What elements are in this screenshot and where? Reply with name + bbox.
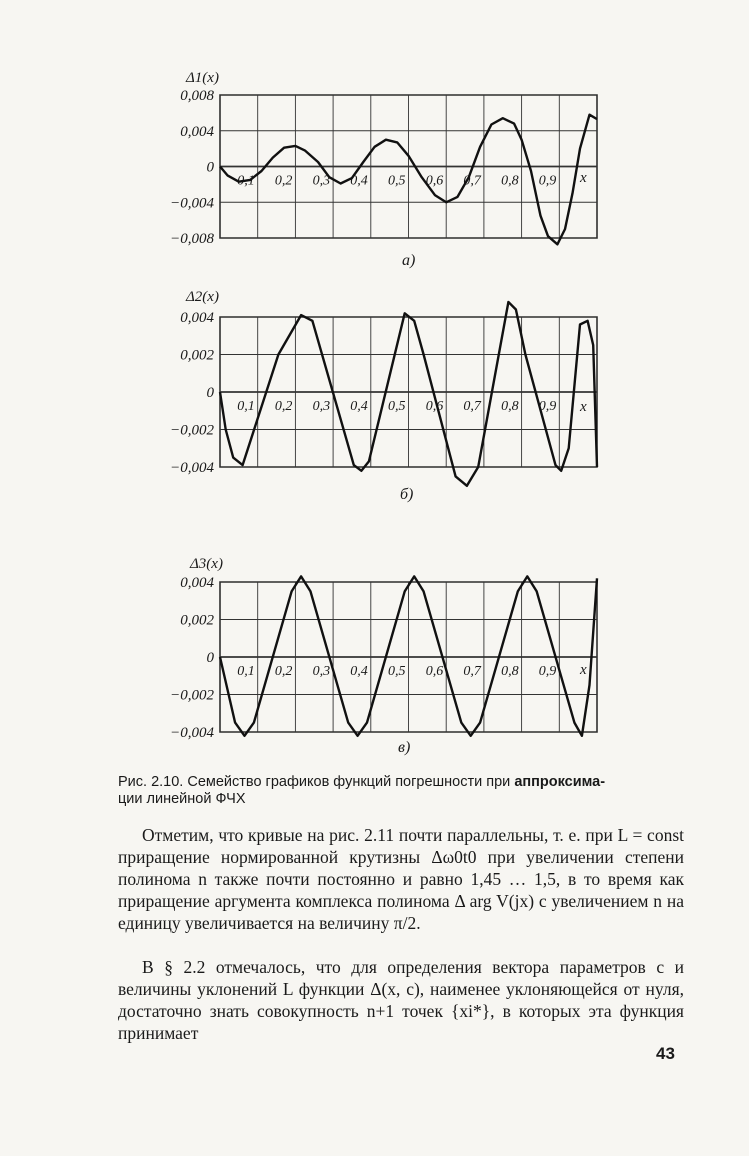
y-tick-label: 0,002 — [180, 612, 214, 629]
x-tick-label: 0,6 — [425, 664, 444, 679]
y-tick-label: 0 — [206, 385, 214, 401]
x-tick-label: 0,3 — [312, 664, 331, 679]
figure-caption — [118, 774, 678, 808]
x-tick-label: 0,5 — [388, 173, 406, 189]
chart-delta2-caption: б) — [400, 486, 414, 503]
y-tick-label: 0 — [206, 159, 214, 176]
y-tick-label: −0,004 — [170, 725, 214, 741]
x-tick-label: 0,7 — [463, 664, 481, 679]
x-tick-label: 0,8 — [501, 399, 519, 414]
x-tick-label: 0,7 — [463, 173, 481, 189]
chart-delta3 — [0, 550, 749, 760]
chart-delta3-caption: в) — [398, 739, 411, 756]
x-tick-label: 0,1 — [237, 173, 255, 189]
chart-delta2-ylabel: Δ2(x) — [186, 289, 219, 305]
paragraph-1: Отметим, что кривые на рис. 2.11 почти параллельны, т. е. при L = const приращение нормированной крутизны Δω0t0 при увеличении степени полинома n также почти постоянно и равно 1,45 … 1,5, в то время как приращение аргумента комплекса полинома Δ arg V(jx) с увеличением n на единицу увеличивается на величину π/2. — [118, 825, 684, 933]
x-tick-label: 0,3 — [312, 399, 331, 414]
paragraph-2: В § 2.2 отмечалось, что для определения вектора параметров c и величины уклонений L функции Δ(x, c), наименее уклоняющейся от нуля, достаточно знать совокупность n+1 точек {xi*}, в которых эта функция принимает — [118, 957, 684, 1043]
chart-delta2 — [0, 285, 749, 507]
y-tick-label: −0,002 — [170, 687, 214, 704]
y-tick-label: 0 — [206, 650, 214, 666]
x-tick-label: 0,4 — [350, 173, 368, 189]
x-tick-label: 0,6 — [425, 399, 444, 414]
y-tick-label: −0,002 — [170, 422, 214, 439]
chart-delta3-ylabel: Δ3(x) — [190, 556, 223, 572]
chart-delta1 — [0, 60, 749, 275]
x-tick-label: 0,2 — [274, 173, 293, 189]
x-tick-label: 0,1 — [237, 399, 255, 414]
y-tick-label: 0,004 — [180, 310, 214, 326]
chart-delta1-ylabel: Δ1(x) — [186, 70, 219, 86]
x-tick-label: 0,8 — [501, 664, 519, 679]
x-tick-label: 0,1 — [237, 664, 255, 679]
x-tick-label: 0,2 — [274, 399, 293, 414]
x-tick-label: 0,9 — [538, 664, 557, 679]
x-tick-label: 0,8 — [501, 173, 519, 189]
x-tick-label: 0,9 — [538, 399, 557, 414]
x-tick-label: 0,3 — [312, 173, 331, 189]
x-tick-label: 0,9 — [538, 173, 557, 189]
figure-caption-bold: аппроксима- — [514, 774, 606, 790]
y-tick-label: 0,004 — [180, 575, 214, 591]
y-tick-label: −0,008 — [170, 231, 214, 247]
x-tick-label: 0,2 — [274, 664, 293, 679]
figure-caption-prefix: Рис. 2.10. Семейство графиков функций погрешности при — [118, 774, 511, 790]
x-tick-label: 0,7 — [463, 399, 481, 414]
x-tick-label: 0,6 — [425, 173, 444, 189]
y-tick-label: 0,004 — [180, 123, 214, 140]
chart-delta2-xlabel: x — [580, 399, 587, 415]
figure-caption-line2: ции линейной ФЧХ — [118, 791, 246, 807]
y-tick-label: −0,004 — [170, 195, 214, 212]
chart-delta3-xlabel: x — [580, 662, 587, 678]
chart-delta1-xlabel: x — [580, 170, 587, 186]
x-tick-label: 0,5 — [388, 399, 406, 414]
x-tick-label: 0,4 — [350, 664, 368, 679]
x-tick-label: 0,5 — [388, 664, 406, 679]
y-tick-label: −0,004 — [170, 460, 214, 476]
page-number: 43 — [656, 1044, 675, 1063]
y-tick-label: 0,008 — [180, 88, 214, 104]
chart-delta1-caption: a) — [402, 252, 416, 269]
y-tick-label: 0,002 — [180, 347, 214, 364]
x-tick-label: 0,4 — [350, 399, 368, 414]
